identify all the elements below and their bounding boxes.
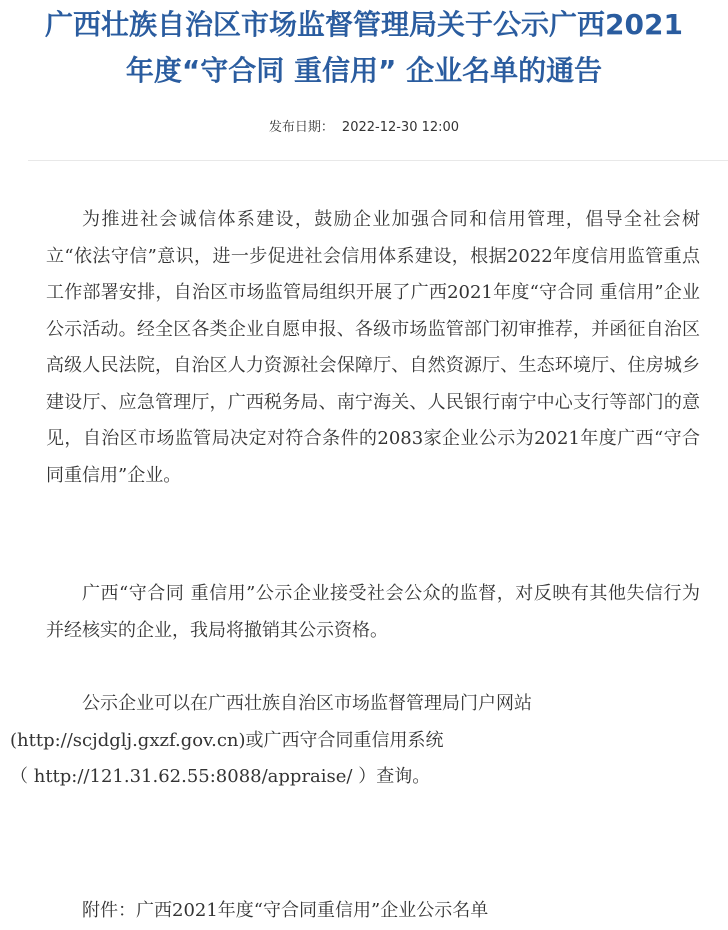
title-divider xyxy=(28,160,728,161)
paragraph-query xyxy=(10,686,700,796)
query-line-portal: 公示企业可以在广西壮族自治区市场监督管理局门户网站 xyxy=(82,693,532,714)
paragraph-intro: 为推进社会诚信体系建设，鼓励企业加强合同和信用管理，倡导全社会树立“依法守信”意识，进一步促进社会信用体系建设，根据2022年度信用监管重点工作部署安排，自治区市场监管局组织开展了广西2021年度“守合同 重信用”企业公示活动。经全区各类企业自愿申报、各级市场监管部门初审推荐，并函征自治区高级人民法院，自治区人力资源社会保障厅、自然资源厅、生态环境厅、住房城乡建设厅、应急管理厅，广西税务局、南宁海关、人民银行南宁中心支行等部门的意见，自治区市场监管局决定对符合条件的2083家企业公示为2021年度广西“守合同重信用”企业。 xyxy=(46,209,700,486)
attachment-link[interactable]: 附件：广西2021年度“守合同重信用”企业公示名单 xyxy=(82,900,489,921)
article-title-line-2: 年度“守合同 重信用” 企业名单的通告 xyxy=(125,54,603,87)
publish-info xyxy=(0,118,728,138)
article-title-line-1: 广西壮族自治区市场监督管理局关于公示广西2021 xyxy=(45,8,683,41)
query-line-system-url[interactable]: （ http://121.31.62.55:8088/appraise/ ）查询。 xyxy=(10,766,431,787)
paragraph-supervision: 广西“守合同 重信用”公示企业接受社会公众的监督，对反映有其他失信行为并经核实的企业，我局将撤销其公示资格。 xyxy=(46,583,700,641)
query-line-portal-url[interactable]: (http://scjdglj.gxzf.gov.cn)或广西守合同重信用系统 xyxy=(10,729,444,751)
publish-date-label: 发布日期： xyxy=(268,120,334,135)
publish-date-value: 2022-12-30 12:00 xyxy=(341,120,460,135)
article-title xyxy=(0,2,728,94)
